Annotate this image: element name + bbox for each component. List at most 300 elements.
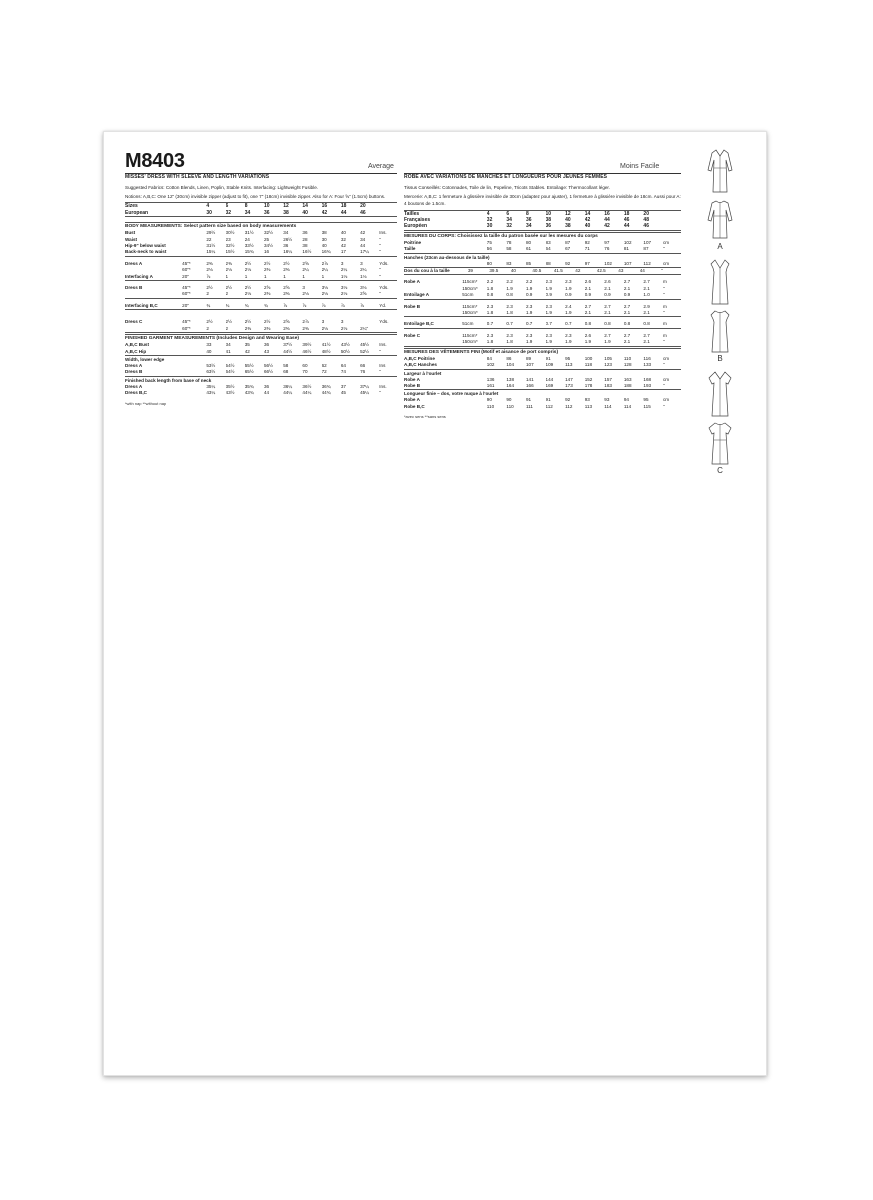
cell-value: 2.4 bbox=[565, 303, 572, 309]
cell-value: 2.7 bbox=[643, 332, 650, 338]
cell-value: 2.3 bbox=[486, 332, 494, 338]
cell-value: 0.9 bbox=[585, 292, 605, 299]
cell-value: 76 bbox=[604, 246, 624, 253]
row-unit: m bbox=[663, 321, 681, 328]
row-label: Dress A bbox=[125, 260, 143, 266]
cell-value: 3 bbox=[340, 319, 344, 325]
row-label bbox=[404, 339, 462, 346]
cell-value: 2½ bbox=[225, 285, 232, 291]
cell-value: 90 bbox=[506, 397, 512, 403]
row-unit: " bbox=[379, 291, 397, 298]
view-a-back-drawing bbox=[690, 198, 750, 251]
cell-value: 112 bbox=[545, 403, 553, 409]
row-unit: " bbox=[663, 362, 681, 369]
cell-value: 2½ bbox=[244, 260, 252, 266]
cell-value: 0.8 bbox=[487, 292, 507, 299]
cell-value: 42 bbox=[245, 349, 264, 356]
cell-value: 2⅛ bbox=[225, 267, 232, 273]
cell-value: 40 bbox=[321, 243, 327, 249]
cell-value: 3⅛ bbox=[360, 285, 367, 291]
row-fabric-width: 51cm bbox=[462, 321, 487, 328]
cell-value: 81 bbox=[624, 246, 644, 253]
cell-value: 163 bbox=[623, 376, 632, 382]
cell-value: 16¼ bbox=[283, 249, 302, 256]
cell-value: 2½ bbox=[225, 319, 232, 325]
cell-value: 1.8 bbox=[487, 310, 507, 317]
english-finished-title: FINISHED GARMENT MEASUREMENTS (Includes Design and Wearing Ease) bbox=[125, 334, 397, 342]
cell-value: 37¼ bbox=[360, 383, 370, 389]
cell-value: 2½ bbox=[263, 319, 271, 325]
cell-value: 107 bbox=[526, 362, 546, 369]
cell-value: 112 bbox=[643, 261, 663, 268]
row-unit: Yds. bbox=[379, 319, 389, 325]
row-fabric-width: 115cm* bbox=[462, 332, 478, 338]
cell-value: 2¼ bbox=[360, 267, 367, 273]
cell-value: 87 bbox=[643, 246, 663, 253]
french-longueur-table bbox=[404, 397, 681, 410]
row-fabric-width: 60"* bbox=[182, 291, 206, 298]
cell-value: 83 bbox=[545, 239, 551, 245]
cell-value: 1.9 bbox=[526, 310, 546, 317]
cell-value: 44 bbox=[640, 268, 661, 275]
row-label: Robe B bbox=[404, 383, 462, 390]
cell-value: 2.7 bbox=[623, 279, 631, 285]
cell-value: 16¾ bbox=[322, 249, 341, 256]
cell-value: 2½ bbox=[244, 319, 252, 325]
row-label: Dress A bbox=[125, 362, 143, 368]
row-label: Bust bbox=[125, 230, 136, 236]
cell-value: 42 bbox=[360, 230, 366, 236]
row-fabric-width: 45"* bbox=[182, 260, 191, 266]
cell-value: 2.1 bbox=[624, 310, 644, 317]
cell-value: 2⅜ bbox=[283, 267, 290, 273]
cell-value: 3⅛ bbox=[340, 285, 348, 291]
cell-value: 36 bbox=[302, 230, 308, 236]
cell-value: 173 bbox=[565, 383, 585, 390]
cell-value: 2⅛ bbox=[206, 267, 213, 273]
cell-value: 31½ bbox=[244, 230, 254, 236]
cell-value: 36½ bbox=[302, 383, 312, 389]
cell-value: 2⅝ bbox=[302, 260, 309, 266]
cell-value: 52½ bbox=[360, 349, 379, 356]
cell-value: ⅞ bbox=[206, 274, 225, 281]
cell-value: 40 bbox=[340, 230, 346, 236]
cell-value: ⅞ bbox=[322, 303, 341, 310]
english-body-table bbox=[125, 230, 397, 257]
cell-value: 169 bbox=[546, 383, 566, 390]
row-unit: " bbox=[379, 390, 381, 396]
english-notions: Notions: A,B,C: One 12" (30cm) invisible zipper (adjust to fit), one 7" (18cm) invisible zipper. Also for A: Four ⅝" (1.5cm) buttons. bbox=[125, 194, 386, 200]
table-row bbox=[125, 349, 397, 356]
cell-value: 0.9 bbox=[546, 292, 566, 299]
cell-value: 2⅜ bbox=[264, 291, 283, 298]
cell-value: 2.7 bbox=[623, 303, 631, 309]
view-a-label: A bbox=[717, 242, 723, 251]
cell-value: 75 bbox=[486, 239, 492, 245]
cell-value: 1.8 bbox=[506, 310, 526, 317]
cell-value: 97 bbox=[604, 239, 610, 245]
cell-value: 2⅝ bbox=[360, 291, 379, 298]
english-length-table bbox=[125, 384, 397, 397]
cell-value: 2.3 bbox=[545, 303, 552, 309]
cell-value: 138 bbox=[506, 376, 515, 382]
cell-value: 34 bbox=[283, 230, 289, 236]
dress-sketch-icon bbox=[706, 420, 734, 468]
row-unit: " bbox=[661, 268, 681, 275]
french-robe-b bbox=[404, 304, 681, 318]
row-label: Poitrine bbox=[404, 239, 422, 245]
cell-value: 0.8 bbox=[643, 321, 663, 328]
cell-value: 2¼ bbox=[321, 267, 329, 273]
table-row bbox=[125, 291, 397, 298]
pattern-code: M8403 bbox=[125, 150, 185, 172]
french-robe-a bbox=[404, 279, 681, 299]
row-unit: cm bbox=[663, 355, 670, 361]
cell-value: 2⅛ bbox=[341, 291, 360, 298]
row-unit: " bbox=[379, 267, 381, 273]
cell-value: 43½ bbox=[340, 342, 350, 348]
cell-value: 2.3 bbox=[565, 279, 572, 285]
cell-value: 43½ bbox=[225, 390, 235, 396]
cell-value: 2½ bbox=[263, 260, 271, 266]
cell-value: 2.3 bbox=[486, 303, 494, 309]
cell-value: 1.9 bbox=[526, 339, 546, 346]
cell-value: 2⅜ bbox=[264, 326, 283, 333]
english-yardage-c bbox=[125, 319, 397, 333]
table-row bbox=[125, 369, 397, 376]
row-unit: Ins. bbox=[379, 230, 387, 236]
cell-value: 36 bbox=[283, 243, 289, 249]
cell-value: 1.0 bbox=[643, 292, 663, 299]
cell-value: 2¼ bbox=[340, 267, 348, 273]
row-label: Dress B bbox=[125, 369, 182, 376]
cell-value: 58 bbox=[283, 362, 289, 368]
cell-value: 1.9 bbox=[525, 285, 533, 291]
cell-value: 3 bbox=[340, 260, 344, 266]
cell-value: 2½ bbox=[206, 285, 213, 291]
row-unit: " bbox=[663, 383, 681, 390]
cell-value: 1 bbox=[226, 274, 245, 281]
cell-value: 2⅛ bbox=[245, 291, 264, 298]
cell-value: 110 bbox=[486, 403, 495, 409]
row-fabric-width: 115cm* bbox=[462, 279, 478, 285]
english-body-measurements-title: BODY MEASUREMENTS: Select pattern size based on body measurements bbox=[125, 222, 397, 230]
cell-value: 136 bbox=[486, 376, 495, 382]
cell-value: 76 bbox=[360, 369, 379, 376]
cell-value: 39.5 bbox=[489, 268, 510, 275]
table-row bbox=[404, 246, 681, 253]
cell-value: 38 bbox=[302, 243, 308, 249]
cell-value: 113 bbox=[565, 362, 585, 369]
row-fabric-width: 150cm* bbox=[462, 310, 487, 317]
francaises-row: Françaises 32 34 36 38 40 42 44 46 48 bbox=[404, 217, 649, 224]
table-row bbox=[404, 310, 681, 317]
row-label: Entoilage B,C bbox=[404, 321, 462, 328]
row-label: A,B,C Hip bbox=[125, 349, 182, 356]
row-unit: cm bbox=[663, 376, 670, 382]
cell-value: 2.3 bbox=[565, 332, 572, 338]
row-label: A,B,C Bust bbox=[125, 342, 149, 348]
english-title: MISSES' DRESS WITH SLEEVE AND LENGTH VARIATIONS bbox=[125, 174, 270, 180]
cell-value: 46½ bbox=[302, 349, 321, 356]
cell-value: 1.9 bbox=[565, 310, 585, 317]
french-notions: Mercerie: A,B,C: 1 fermeture à glissière invisible de 30cm (adaptez pour ajuster), 1 fermeture à glissière invisible de 18cm. Aussi pour A: 4 boutons de 1.5cm. bbox=[404, 194, 681, 207]
cell-value: 93 bbox=[604, 397, 610, 403]
french-body-table bbox=[404, 240, 681, 254]
row-fabric-width: 45"* bbox=[182, 285, 191, 291]
cell-value: 2.3 bbox=[525, 332, 533, 338]
cell-value: 91 bbox=[545, 355, 551, 361]
cell-value: 15¼ bbox=[206, 249, 225, 256]
cell-value: 64 bbox=[340, 362, 346, 368]
cell-value: 152 bbox=[584, 376, 593, 382]
row-unit: " bbox=[379, 369, 397, 376]
cell-value: ⅞ bbox=[360, 303, 379, 310]
cell-value: 58 bbox=[506, 246, 526, 253]
row-label: Entoilage A bbox=[404, 292, 462, 299]
table-row bbox=[404, 339, 681, 346]
cell-value: 107 bbox=[624, 261, 644, 268]
cell-value: 2 bbox=[206, 326, 225, 333]
row-unit: m bbox=[663, 279, 667, 285]
row-label: Robe A bbox=[404, 376, 420, 382]
cell-value: 37½ bbox=[283, 342, 293, 348]
europeen-row: Européen 30 32 34 36 38 40 42 44 46 bbox=[404, 223, 681, 230]
cell-value: 2⅛ bbox=[302, 291, 321, 298]
cell-value: 44 bbox=[360, 243, 366, 249]
table-row bbox=[404, 362, 681, 369]
cell-value: 2⅝ bbox=[283, 319, 290, 325]
cell-value: 22 bbox=[206, 236, 212, 242]
english-interfacing-bc bbox=[125, 303, 397, 310]
cell-value: ¾ bbox=[206, 303, 225, 310]
row-fabric-width: 115cm* bbox=[462, 303, 478, 309]
row-fabric-width bbox=[182, 390, 206, 396]
cell-value: 43 bbox=[618, 268, 639, 275]
row-label: A,B,C Poitrine bbox=[404, 355, 435, 361]
cell-value: ⅞ bbox=[283, 303, 302, 310]
row-unit: " bbox=[663, 285, 665, 291]
row-label bbox=[125, 326, 182, 333]
cell-value: 2.2 bbox=[506, 279, 513, 285]
cell-value: 67 bbox=[565, 246, 585, 253]
cell-value: 85 bbox=[526, 261, 546, 268]
row-fabric-width bbox=[182, 369, 206, 376]
cell-value: 0.7 bbox=[565, 321, 585, 328]
cell-value: 116 bbox=[643, 355, 651, 361]
cell-value: 2.2 bbox=[525, 279, 533, 285]
cell-value: 1 bbox=[264, 274, 283, 281]
cell-value: 30 bbox=[321, 236, 327, 242]
cell-value: 91 bbox=[545, 397, 551, 403]
cell-value: ¾ bbox=[245, 303, 264, 310]
row-label bbox=[404, 261, 462, 268]
cell-value: 2⅝ bbox=[263, 285, 271, 291]
cell-value: ¾ bbox=[226, 303, 245, 310]
cell-value: 114 bbox=[604, 403, 612, 409]
cell-value: 0.9 bbox=[565, 292, 585, 299]
cell-value: 34 bbox=[225, 342, 231, 348]
cell-value: 56 bbox=[487, 246, 507, 253]
cell-value: 0.9 bbox=[624, 292, 644, 299]
cell-value: 61 bbox=[526, 246, 546, 253]
cell-value: 87 bbox=[565, 239, 571, 245]
french-footnote: *avec sens **sans sens bbox=[404, 414, 446, 420]
cell-value: 64½ bbox=[226, 369, 245, 376]
cell-value: 133 bbox=[643, 362, 663, 369]
cell-value: 188 bbox=[624, 383, 644, 390]
cell-value: 36¼ bbox=[283, 383, 293, 389]
french-longueur-label: Longueur finie – dos, votre nuque à l'ourlet bbox=[404, 391, 499, 397]
sizes-row: Sizes 4 6 8 10 12 14 16 18 20 bbox=[125, 203, 397, 210]
cell-value: 55½ bbox=[244, 362, 254, 368]
english-length-label: Finished back length from base of neck bbox=[125, 377, 212, 383]
cell-value: 83 bbox=[506, 261, 526, 268]
cell-value: 2⅛ bbox=[341, 326, 360, 333]
cell-value: 112 bbox=[565, 403, 573, 409]
cell-value: 0.7 bbox=[487, 321, 507, 328]
cell-value: 33 bbox=[206, 342, 212, 348]
cell-value: 1.9 bbox=[546, 310, 566, 317]
row-label: Waist bbox=[125, 236, 138, 242]
cell-value: 1 bbox=[302, 274, 321, 281]
cell-value: 2⅛ bbox=[244, 267, 252, 273]
cell-value: 92 bbox=[584, 239, 590, 245]
table-row bbox=[125, 303, 397, 310]
row-label: Hip-9" below waist bbox=[125, 243, 166, 249]
cell-value: 164 bbox=[506, 383, 526, 390]
cell-value: 178 bbox=[585, 383, 605, 390]
cell-value: 45¼ bbox=[360, 390, 370, 396]
cell-value: 2.3 bbox=[545, 332, 552, 338]
cell-value: 45 bbox=[340, 390, 346, 396]
cell-value: 2¼" bbox=[360, 326, 379, 333]
cell-value: 31½ bbox=[206, 243, 216, 249]
cell-value: 1.9 bbox=[565, 339, 585, 346]
english-yardage-a bbox=[125, 261, 397, 281]
cell-value: 2 bbox=[226, 291, 245, 298]
cell-value: 29½ bbox=[206, 230, 216, 236]
cell-value: 50½ bbox=[341, 349, 360, 356]
french-size-table bbox=[404, 210, 681, 231]
dress-sketch-icon bbox=[706, 308, 734, 356]
cell-value: 17¼ bbox=[360, 249, 379, 256]
cell-value: 35¼ bbox=[206, 383, 216, 389]
cell-value: 64 bbox=[546, 246, 566, 253]
row-unit: Ins. bbox=[379, 383, 387, 389]
table-row bbox=[404, 268, 681, 275]
row-unit: " bbox=[663, 403, 665, 409]
english-column bbox=[125, 175, 397, 406]
row-unit: Yds. bbox=[379, 260, 389, 266]
cell-value: 2.1 bbox=[624, 339, 644, 346]
english-fabrics: Suggested Fabrics: Cotton Blends, Linen, Poplin, Stable Knits. Interfacing: Lightweight Fusible. bbox=[125, 185, 319, 190]
cell-value: 2.3 bbox=[506, 303, 513, 309]
cell-value: 44½ bbox=[283, 349, 302, 356]
cell-value: 0.8 bbox=[624, 321, 644, 328]
row-label: Robe B bbox=[404, 303, 421, 309]
row-fabric-width bbox=[182, 349, 206, 356]
cell-value: 63½ bbox=[206, 369, 225, 376]
cell-value: 26½ bbox=[283, 236, 293, 242]
cell-value: 56½ bbox=[263, 362, 273, 368]
cell-value: 1.9 bbox=[546, 339, 566, 346]
english-size-table bbox=[125, 202, 397, 217]
cell-value: 28 bbox=[302, 236, 308, 242]
cell-value: 2⅛ bbox=[322, 291, 341, 298]
cell-value: 97 bbox=[585, 261, 605, 268]
cell-value: 1 bbox=[322, 274, 341, 281]
difficulty-french: Moins Facile bbox=[620, 163, 660, 170]
cell-value: 94 bbox=[623, 397, 629, 403]
cell-value: 110 bbox=[506, 403, 514, 409]
cell-value: 183 bbox=[604, 383, 624, 390]
cell-value: 90 bbox=[486, 397, 492, 403]
view-c-front-drawing bbox=[690, 370, 750, 418]
row-fabric-width: 60"* bbox=[182, 326, 206, 333]
row-unit: " bbox=[379, 243, 381, 249]
cell-value: 92 bbox=[565, 397, 571, 403]
row-unit: " bbox=[663, 310, 681, 317]
french-title: ROBE AVEC VARIATIONS DE MANCHES ET LONGUEURS POUR JEUNES FEMMES bbox=[404, 174, 608, 180]
cell-value: 161 bbox=[487, 383, 507, 390]
row-label: Robe A bbox=[404, 279, 420, 285]
cell-value: 2.2 bbox=[486, 279, 494, 285]
row-fabric-width bbox=[462, 404, 487, 410]
row-label bbox=[404, 310, 462, 317]
english-yardage-b bbox=[125, 285, 397, 299]
cell-value: 89 bbox=[525, 355, 532, 361]
row-label: Interfacing B,C bbox=[125, 303, 182, 310]
cell-value: 72 bbox=[322, 369, 341, 376]
row-unit: " bbox=[379, 274, 397, 281]
cell-value: 62 bbox=[321, 362, 327, 368]
cell-value: 102 bbox=[487, 362, 507, 369]
cell-value: 42.5 bbox=[597, 268, 618, 275]
cell-value: 2⅜ bbox=[206, 260, 213, 266]
cell-value: 43¼ bbox=[206, 390, 216, 396]
cell-value: 16 bbox=[264, 249, 283, 256]
cell-value: 54½ bbox=[225, 362, 235, 368]
cell-value: 33½ bbox=[244, 243, 254, 249]
cell-value: 2.7 bbox=[604, 332, 611, 338]
cell-value: 38 bbox=[321, 230, 327, 236]
cell-value: 2.6 bbox=[604, 279, 611, 285]
cell-value: 2⅜ bbox=[302, 326, 321, 333]
french-finished-title: MESURES DES VÊTEMENTS FINI (Motif et aisance de port compris) bbox=[404, 348, 681, 356]
cell-value: 2.7 bbox=[604, 303, 611, 309]
cell-value: 74 bbox=[341, 369, 360, 376]
cell-value: 53½ bbox=[206, 362, 216, 368]
cell-value: 0.7 bbox=[526, 321, 546, 328]
cell-value: 102 bbox=[623, 239, 632, 245]
row-label: Dress B,C bbox=[125, 390, 147, 396]
cell-value: 2.1 bbox=[643, 285, 650, 291]
cell-value: 65½ bbox=[245, 369, 264, 376]
cell-value: 92 bbox=[565, 261, 585, 268]
cell-value: 111 bbox=[525, 403, 533, 409]
cell-value: 30½ bbox=[225, 230, 235, 236]
cell-value: 0.8 bbox=[506, 292, 526, 299]
row-unit: cm bbox=[663, 261, 681, 268]
cell-value: 2⅜ bbox=[283, 291, 302, 298]
cell-value: 95 bbox=[565, 355, 571, 361]
row-unit: " bbox=[379, 236, 381, 242]
cell-value: 193 bbox=[643, 383, 663, 390]
cell-value: 1 bbox=[245, 274, 264, 281]
cell-value: 84 bbox=[486, 355, 492, 361]
cell-value: 35½ bbox=[225, 383, 235, 389]
